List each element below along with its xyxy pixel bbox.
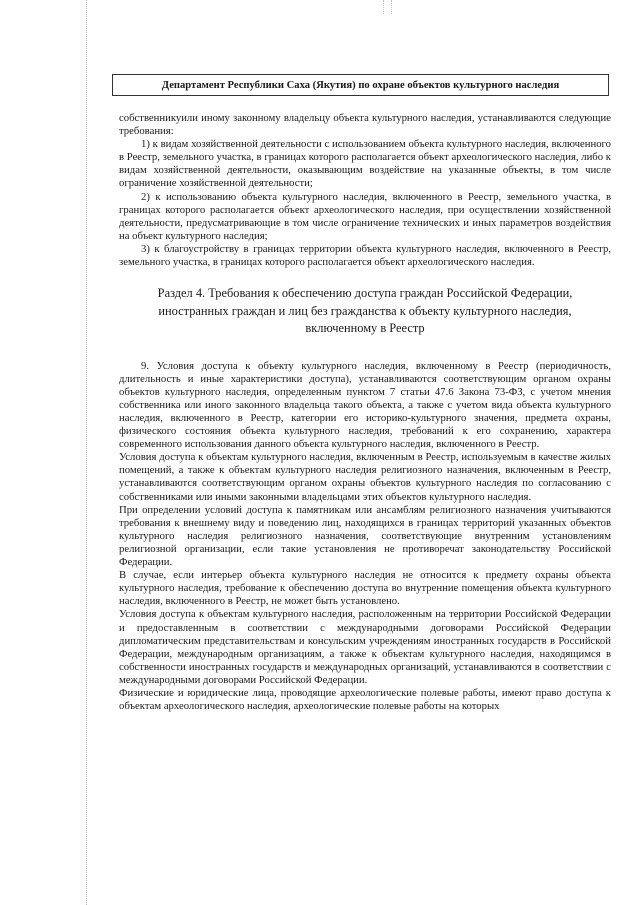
department-header (112, 74, 609, 96)
list-item-2: 2) к использованию объекта культурного наследия, включенного в Реестр, земельного участка, в границах которого располагается объект археологического наследия, при осуществлении хозяйственной деятельности, предусматривающие в том числе ограничение технических и иных параметров воздействия на объект культурного наследия; (119, 190, 611, 242)
section-title: Раздел 4. Требования к обеспечению доступа граждан Российской Федерации, иностранных граждан и лиц без гражданства к объекту культурного наследия, включенному в Реестр (157, 286, 573, 336)
paragraph-interior: В случае, если интерьер объекта культурного наследия не относится к предмету охраны объекта культурного наследия, требование к обеспечению доступа во внутренние помещения объекта культурного наследия, включенного в Реестр, не может быть установлено. (119, 569, 611, 608)
paragraph-9: 9. Условия доступа к объекту культурного наследия, включенному в Реестр (периодичность, длительность и иные характеристики доступа), устанавливаются соответствующим органом охраны объектов культурного наследия, определенным пунктом 7 статьи 47.6 Закона 73-ФЗ, с учетом мнения собственника или иного законного владельца такого объекта, а также с учетом вида объекта культурного наследия, включенного в Реестр, категории его историко-культурного значения, предмета охраны, физического состояния объекта культурного наследия, требований к его сохранению, характера современного использования данного объекта культурного наследия, включенного в Реестр. (119, 359, 611, 451)
paragraph-intro: собственникуили иному законному владельцу объекта культурного наследия, устанавливаются следующие требования: (119, 112, 611, 138)
margin-line (86, 0, 87, 905)
paragraph-diplomatic: Условия доступа к объектам культурного наследия, расположенным на территории Российской Федерации и предоставленным в соответствии с международными договорами Российской Федерации дипломатическим представительствам и консульским учреждениям иностранных государств в Российской Федерации, международным организациям, а также к объектам культурного наследия, находящимся в собственности иностранных государств и международных организаций, устанавливаются в соответствии с международными договорами Российской Федерации. (119, 608, 611, 686)
list-item-3: 3) к благоустройству в границах территории объекта культурного наследия, включенного в Реестр, земельного участка, в границах которого располагается объект археологического наследия. (119, 242, 611, 269)
document-body (119, 112, 611, 713)
scan-mark (383, 0, 392, 14)
paragraph-archaeological: Физические и юридические лица, проводящие археологические полевые работы, имеют право доступа к объектам археологического наследия, археологические полевые работы на которых (119, 686, 611, 713)
paragraph-residential-access: Условия доступа к объектам культурного наследия, включенным в Реестр, используемым в качестве жилых помещений, а также к объектам культурного наследия религиозного назначения, включенным в Реестр, устанавливаются соответствующим органом охраны объектов культурного наследия по согласованию с собственниками или иными законными владельцами этих объектов культурного наследия. (119, 451, 611, 503)
paragraph-religious-access: При определении условий доступа к памятникам или ансамблям религиозного назначения учитываются требования к внешнему виду и поведению лиц, находящихся в границах территорий указанных объектов культурного наследия религиозного назначения, соответствующие внутренним установлениям религиозной организации, если такие установления не противоречат законодательству Российской Федерации. (119, 503, 611, 569)
department-header-text: Департамент Республики Саха (Якутия) по охране объектов культурного наследия (161, 79, 560, 91)
list-item-1: 1) к видам хозяйственной деятельности с использованием объекта культурного наследия, включенного в Реестр, земельного участка, в границах которого располагается объект археологического наследия, либо к видам хозяйственной деятельности, оказывающим воздействие на указанные объекты, в том числе ограничение хозяйственной деятельности; (119, 138, 611, 190)
